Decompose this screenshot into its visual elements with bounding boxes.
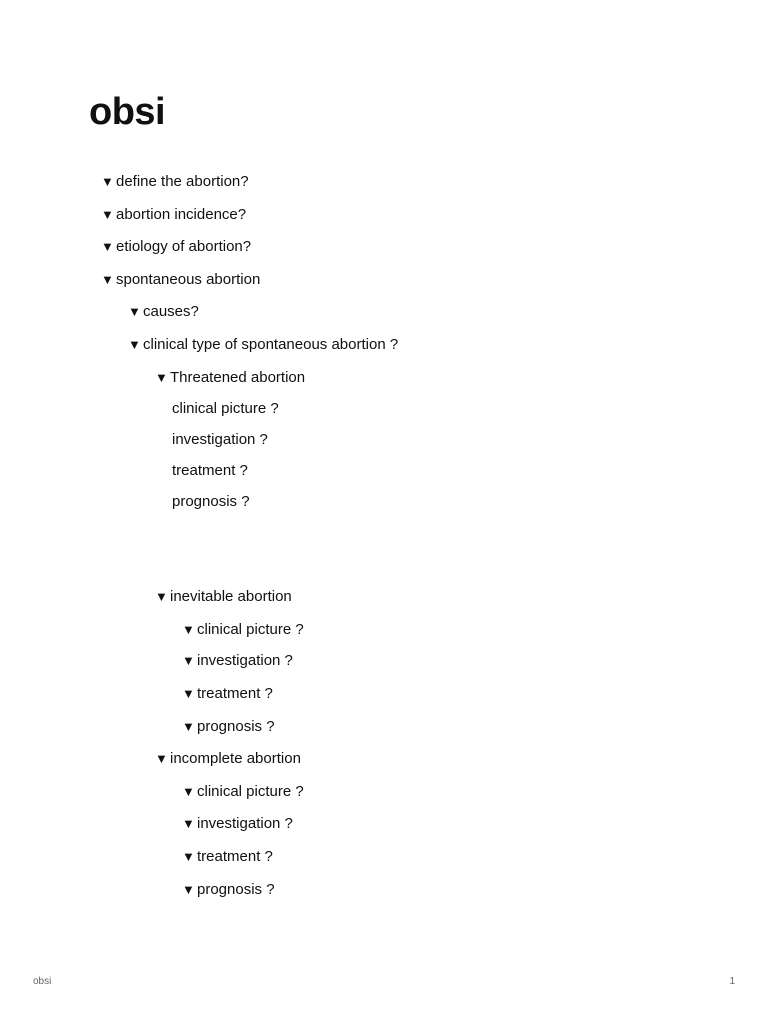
- toggle-item[interactable]: [182, 683, 273, 705]
- triangle-down-icon[interactable]: ▼: [182, 784, 195, 799]
- triangle-down-icon[interactable]: ▼: [101, 272, 114, 287]
- item-label: prognosis ?: [197, 718, 275, 735]
- triangle-down-icon[interactable]: ▼: [155, 589, 168, 604]
- item-label: etiology of abortion?: [116, 238, 252, 255]
- triangle-down-icon[interactable]: ▼: [182, 719, 195, 734]
- triangle-down-icon[interactable]: ▼: [182, 882, 195, 897]
- toggle-item[interactable]: [182, 650, 293, 672]
- toggle-item[interactable]: [101, 204, 246, 226]
- item-label: prognosis ?: [172, 493, 250, 510]
- triangle-down-icon[interactable]: ▼: [101, 207, 114, 222]
- triangle-down-icon[interactable]: ▼: [155, 370, 168, 385]
- toggle-item[interactable]: [101, 269, 260, 291]
- toggle-item[interactable]: [128, 301, 199, 323]
- item-label: investigation ?: [172, 431, 268, 448]
- item-label: incomplete abortion: [170, 750, 301, 767]
- item-label: prognosis ?: [197, 881, 275, 898]
- item-label: clinical type of spontaneous abortion ?: [143, 336, 399, 353]
- list-item: [172, 398, 279, 420]
- triangle-down-icon[interactable]: ▼: [155, 751, 168, 766]
- triangle-down-icon[interactable]: ▼: [182, 816, 195, 831]
- triangle-down-icon[interactable]: ▼: [128, 337, 141, 352]
- triangle-down-icon[interactable]: ▼: [182, 849, 195, 864]
- list-item: [172, 460, 248, 482]
- triangle-down-icon[interactable]: ▼: [101, 174, 114, 189]
- toggle-item[interactable]: [182, 813, 293, 835]
- toggle-item[interactable]: [182, 846, 273, 868]
- triangle-down-icon[interactable]: ▼: [182, 653, 195, 668]
- toggle-item[interactable]: [182, 879, 275, 901]
- item-label: Threatened abortion: [170, 369, 306, 386]
- triangle-down-icon[interactable]: ▼: [182, 622, 195, 637]
- item-label: define the abortion?: [116, 173, 249, 190]
- item-label: treatment ?: [197, 685, 273, 702]
- list-item: [172, 491, 250, 513]
- toggle-item[interactable]: [101, 171, 249, 193]
- item-label: spontaneous abortion: [116, 271, 261, 288]
- item-label: causes?: [143, 303, 199, 320]
- page-title: obsi: [89, 91, 166, 133]
- triangle-down-icon[interactable]: ▼: [182, 686, 195, 701]
- toggle-item[interactable]: [182, 716, 275, 738]
- item-label: treatment ?: [172, 462, 248, 479]
- triangle-down-icon[interactable]: ▼: [128, 304, 141, 319]
- item-label: investigation ?: [197, 815, 293, 832]
- list-item: [172, 429, 268, 451]
- toggle-item[interactable]: [155, 586, 292, 608]
- toggle-item[interactable]: [155, 748, 301, 770]
- item-label: clinical picture ?: [172, 400, 279, 417]
- triangle-down-icon[interactable]: ▼: [101, 239, 114, 254]
- footer-page-number: 1: [729, 976, 735, 987]
- toggle-item[interactable]: [182, 619, 304, 641]
- item-label: investigation ?: [197, 652, 293, 669]
- item-label: treatment ?: [197, 848, 273, 865]
- item-label: abortion incidence?: [116, 206, 247, 223]
- toggle-item[interactable]: [182, 781, 304, 803]
- item-label: clinical picture ?: [197, 621, 304, 638]
- toggle-item[interactable]: [128, 334, 398, 356]
- toggle-item[interactable]: [101, 236, 251, 258]
- toggle-item[interactable]: [155, 367, 305, 389]
- footer-title: obsi: [33, 976, 52, 987]
- item-label: clinical picture ?: [197, 783, 304, 800]
- item-label: inevitable abortion: [170, 588, 292, 605]
